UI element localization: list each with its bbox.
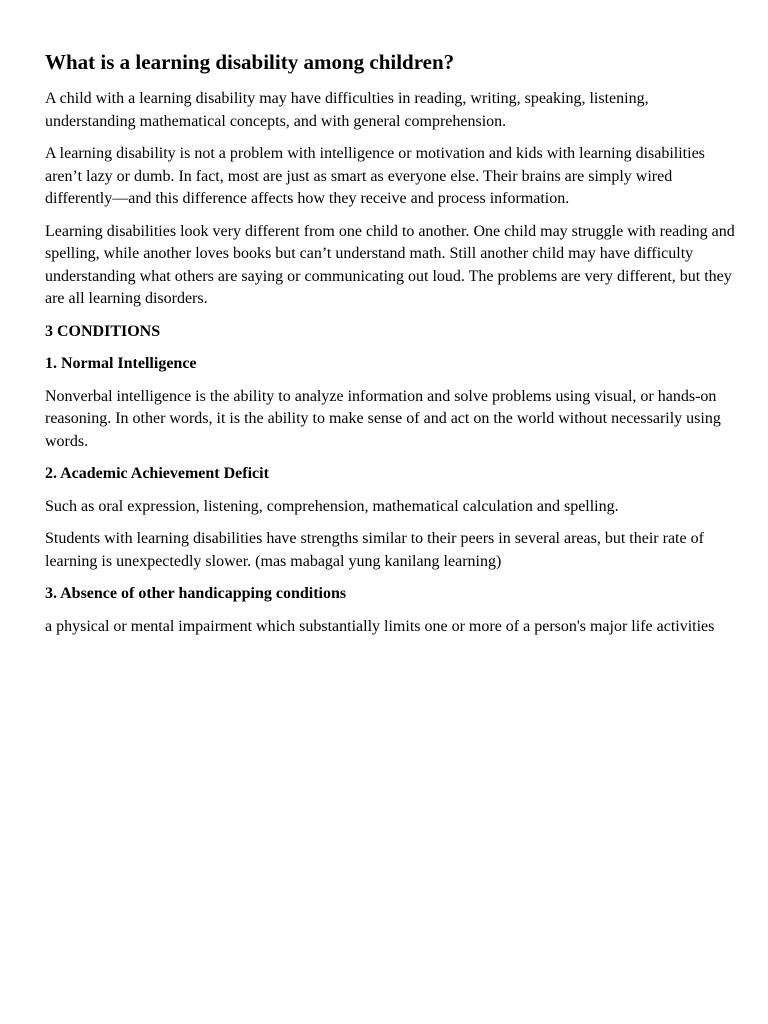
condition-1-heading: 1. Normal Intelligence — [45, 355, 197, 372]
condition-3-heading: 3. Absence of other handicapping conditions — [45, 585, 347, 602]
document-page — [45, 48, 735, 648]
document-title: What is a learning disability among children? — [45, 50, 455, 74]
condition-1-paragraph-1: Nonverbal intelligence is the ability to analyze information and solve problems using visual, or hands-on reasoning. In other words, it is the ability to make sense of and act on the world without necessarily using words. — [45, 387, 721, 450]
intro-paragraph-2: A learning disability is not a problem with intelligence or motivation and kids with learning disabilities aren’t lazy or dumb. In fact, most are just as smart as everyone else. Their brains are simply wired differently—and this difference affects how they receive and process information. — [45, 145, 705, 207]
condition-3-paragraph-1: a physical or mental impairment which substantially limits one or more of a person's major life activities — [45, 617, 715, 635]
conditions-heading: 3 CONDITIONS — [45, 322, 161, 340]
condition-2-paragraph-1: Such as oral expression, listening, comprehension, mathematical calculation and spelling. — [45, 497, 619, 515]
intro-paragraph-3: Learning disabilities look very different from one child to another. One child may struggle with reading and spelling, while another loves books but can’t understand math. Still another child may have difficulty understanding what others are saying or communicating out loud. The problems are very different, but they are all learning disorders. — [45, 222, 735, 307]
condition-2-paragraph-2: Students with learning disabilities have strengths similar to their peers in several areas, but their rate of learning is unexpectedly slower. (mas mabagal yung kanilang learning) — [45, 530, 704, 570]
condition-2-heading: 2. Academic Achievement Deficit — [45, 465, 269, 482]
intro-paragraph-1: A child with a learning disability may have difficulties in reading, writing, speaking, listening, understanding mathematical concepts, and with general comprehension. — [45, 90, 649, 130]
